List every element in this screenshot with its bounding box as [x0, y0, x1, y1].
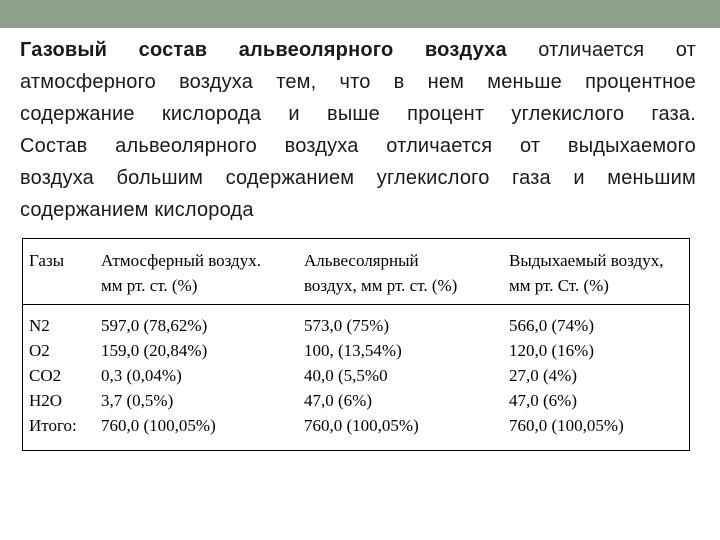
intro-paragraph	[20, 34, 696, 226]
atmospheric-value-cell: 597,0 (78,62%)	[101, 316, 208, 335]
table-row	[23, 338, 690, 363]
intro-line-5: воздуха большим содержанием углекислого газа и меньшим	[20, 167, 696, 189]
total-label-cell: Итого:	[29, 416, 77, 435]
exhaled-total-cell: 760,0 (100,05%)	[509, 416, 624, 435]
atmospheric-value-cell: 159,0 (20,84%)	[101, 341, 208, 360]
table-row	[23, 388, 690, 413]
header-exhaled-line2: мм рт. Ст. (%)	[509, 276, 609, 295]
alveolar-total-cell: 760,0 (100,05%)	[304, 416, 419, 435]
gas-name-cell: CO2	[29, 366, 62, 385]
gas-name-cell: O2	[29, 341, 50, 360]
intro-line-1-rest: отличается от	[506, 39, 696, 61]
gas-composition-table	[22, 238, 690, 451]
header-alveolar-line2: воздух, мм рт. ст. (%)	[304, 276, 458, 295]
intro-line-6: содержанием кислорода	[20, 199, 254, 221]
intro-line-1	[20, 34, 696, 66]
table-row	[23, 305, 690, 339]
alveolar-value-cell: 100, (13,54%)	[304, 341, 402, 360]
table-row-total	[23, 413, 690, 451]
alveolar-value-cell: 40,0 (5,5%0	[304, 366, 388, 385]
alveolar-value-cell: 573,0 (75%)	[304, 316, 389, 335]
header-exhaled-line1: Выдыхаемый воздух,	[509, 251, 664, 270]
header-atmospheric-line2: мм рт. ст. (%)	[101, 276, 198, 295]
atmospheric-total-cell: 760,0 (100,05%)	[101, 416, 216, 435]
header-alveolar-line1: Альвесолярный	[304, 251, 419, 270]
gas-name-cell: H2O	[29, 391, 63, 410]
header-cell-exhaled	[509, 239, 690, 305]
header-cell-atmospheric	[101, 239, 304, 305]
exhaled-value-cell: 120,0 (16%)	[509, 341, 594, 360]
header-atmospheric-line1: Атмосферный воздух.	[101, 251, 261, 270]
slide-header-bar	[0, 0, 720, 28]
exhaled-value-cell: 47,0 (6%)	[509, 391, 577, 410]
header-cell-gases	[23, 239, 102, 305]
intro-bold-term: Газовый состав альвеолярного воздуха	[20, 39, 507, 61]
table-header-row	[23, 239, 690, 305]
exhaled-value-cell: 27,0 (4%)	[509, 366, 577, 385]
header-cell-alveolar	[304, 239, 509, 305]
intro-line-2: атмосферного воздуха тем, что в нем меньше процентное	[20, 71, 696, 93]
atmospheric-value-cell: 3,7 (0,5%)	[101, 391, 174, 410]
table-row	[23, 363, 690, 388]
intro-line-4: Состав альвеолярного воздуха отличается от выдыхаемого	[20, 135, 696, 157]
gas-name-cell: N2	[29, 316, 50, 335]
intro-line-3: содержание кислорода и выше процент углекислого газа.	[20, 103, 696, 125]
exhaled-value-cell: 566,0 (74%)	[509, 316, 594, 335]
alveolar-value-cell: 47,0 (6%)	[304, 391, 372, 410]
header-gases-label: Газы	[29, 251, 65, 270]
atmospheric-value-cell: 0,3 (0,04%)	[101, 366, 182, 385]
